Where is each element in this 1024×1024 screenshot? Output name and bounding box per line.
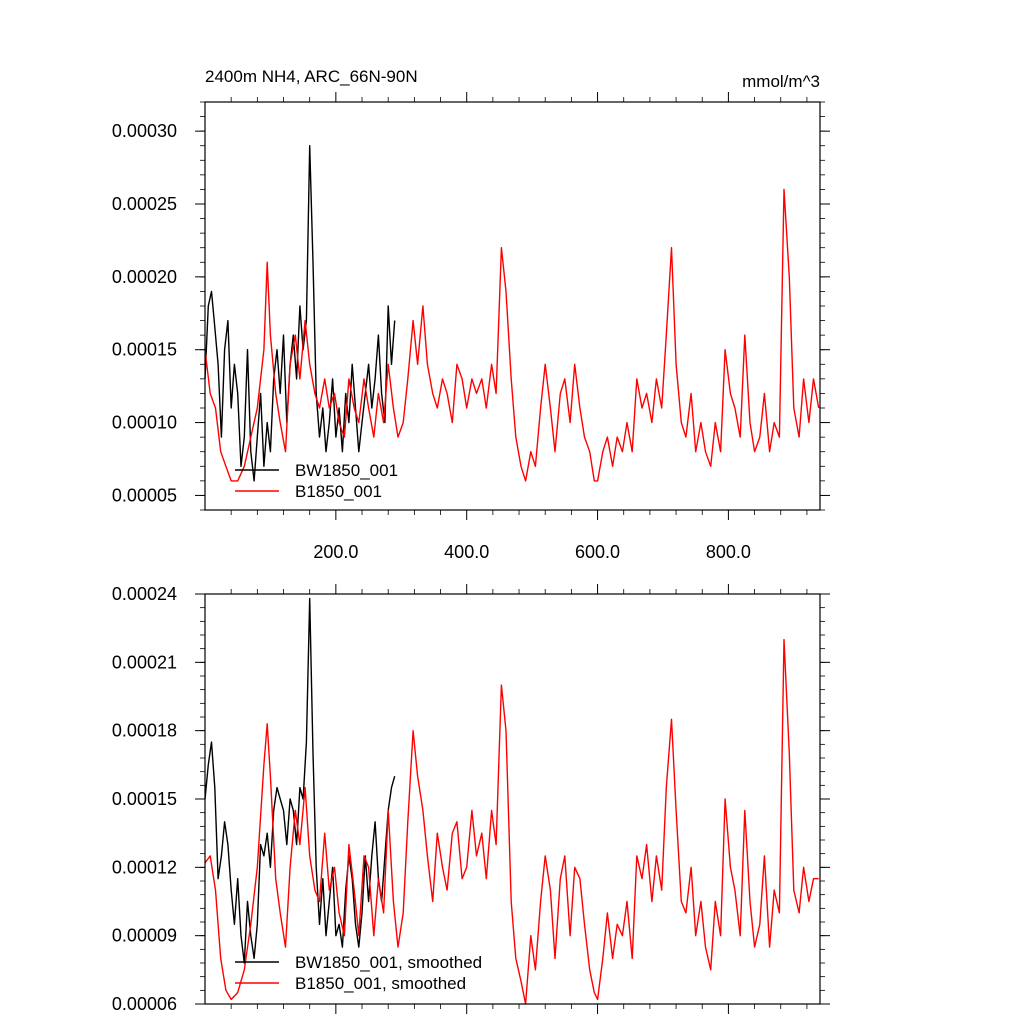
top-series-b1850-line bbox=[205, 189, 819, 481]
bottom-y-tick-label: 0.00021 bbox=[111, 652, 177, 673]
bottom-y-tick-label: 0.00024 bbox=[111, 584, 177, 604]
top-y-tick-label: 0.00015 bbox=[111, 339, 177, 360]
bottom-legend-label: BW1850_001, smoothed bbox=[295, 953, 483, 972]
top-panel bbox=[112, 67, 830, 562]
top-x-tick-label: 800.0 bbox=[705, 542, 751, 562]
top-y-tick-label: 0.00025 bbox=[111, 194, 177, 214]
top-legend-label: BW1850_001 bbox=[295, 461, 399, 480]
top-chart-units: mmol/m^3 bbox=[742, 72, 820, 91]
bottom-series-b1850-line bbox=[205, 640, 819, 1004]
top-x-tick-label: 400.0 bbox=[444, 542, 490, 562]
top-series-bw1850-line bbox=[205, 146, 395, 481]
bottom-y-tick-label: 0.00012 bbox=[111, 857, 177, 878]
top-chart-title: 2400m NH4, ARC_66N-90N bbox=[205, 67, 418, 86]
bottom-y-tick-label: 0.00009 bbox=[111, 925, 177, 946]
bottom-y-tick-label: 0.00018 bbox=[111, 720, 177, 741]
bottom-y-tick-label: 0.00006 bbox=[111, 994, 177, 1014]
top-plot-frame bbox=[205, 102, 820, 510]
top-y-tick-label: 0.00010 bbox=[111, 412, 177, 433]
top-x-tick-label: 200.0 bbox=[313, 542, 359, 562]
top-y-tick-label: 0.00005 bbox=[111, 485, 177, 506]
top-x-tick-label: 600.0 bbox=[575, 542, 621, 562]
bottom-legend-label: B1850_001, smoothed bbox=[295, 974, 467, 993]
bottom-y-tick-label: 0.00015 bbox=[111, 789, 177, 809]
top-y-tick-label: 0.00020 bbox=[111, 266, 177, 287]
bottom-plot-frame bbox=[205, 594, 820, 1004]
top-legend-label: B1850_001 bbox=[295, 482, 382, 501]
top-y-tick-label: 0.00030 bbox=[111, 121, 177, 142]
bottom-panel bbox=[112, 584, 830, 1014]
bottom-series-bw1850-line bbox=[205, 599, 395, 963]
